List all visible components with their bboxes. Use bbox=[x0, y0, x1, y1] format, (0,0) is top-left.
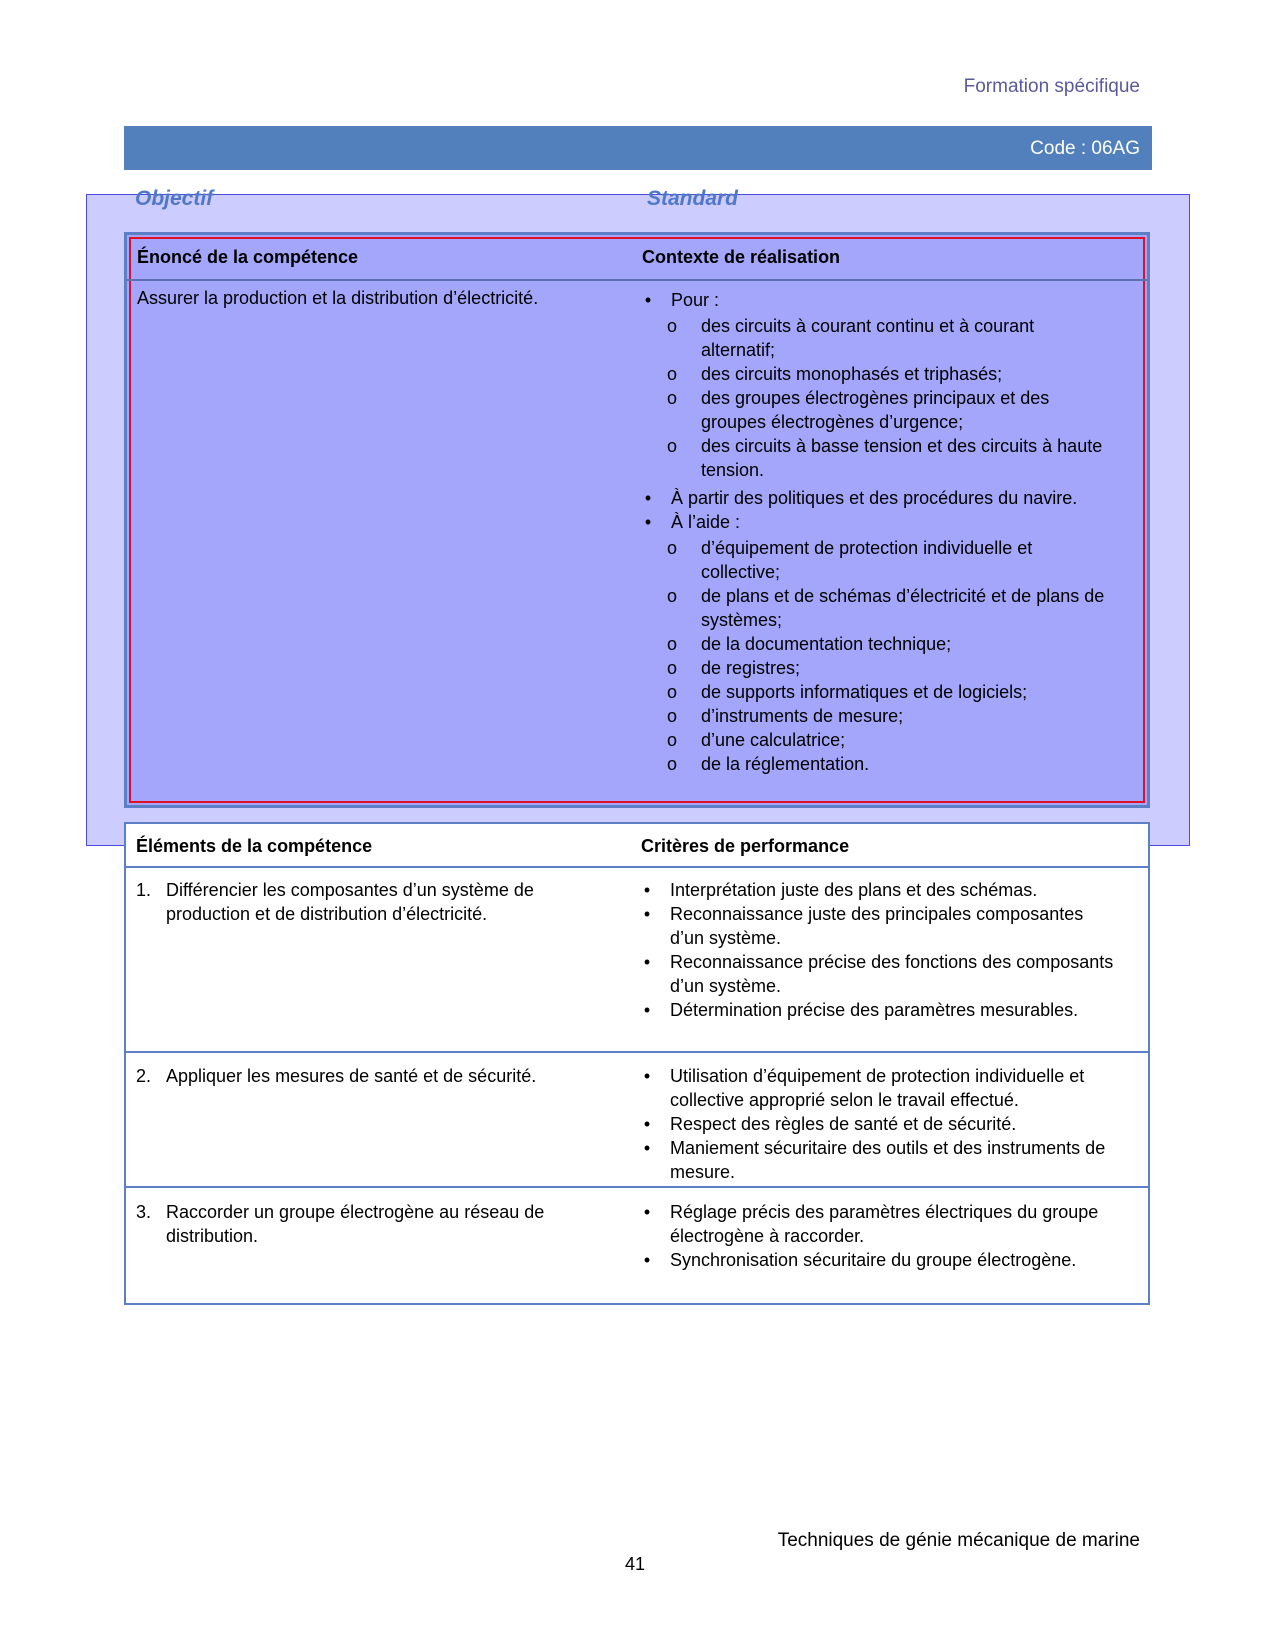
enonce-text: Assurer la production et la distribution d’électricité. bbox=[137, 288, 539, 308]
code-bar bbox=[124, 126, 1152, 170]
contexte-subitem: o d’instruments de mesure; bbox=[666, 706, 904, 726]
critere-item: • Synchronisation sécuritaire du groupe électrogène. bbox=[643, 1250, 1077, 1270]
contexte-subitem: o des groupes électrogènes principaux et des groupes électrogènes d’urgence; bbox=[666, 388, 1050, 432]
element-row-1: 1. Différencier les composantes d’un système de production et de distribution d’électricité. bbox=[136, 880, 534, 924]
header-divider bbox=[127, 279, 1147, 281]
criteres-list-1 bbox=[643, 878, 1120, 1022]
standard-label: Standard bbox=[647, 187, 739, 210]
critere-item: • Utilisation d’équipement de protection individuelle et collective approprié selon le travail effectué. bbox=[643, 1066, 1085, 1110]
document-header-title: Formation spécifique bbox=[963, 76, 1140, 97]
criteres-list-3 bbox=[643, 1200, 1120, 1272]
critere-item: • Respect des règles de santé et de sécurité. bbox=[643, 1114, 1017, 1134]
element-row-2: 2. Appliquer les mesures de santé et de sécurité. bbox=[136, 1066, 537, 1086]
element-row-3: 3. Raccorder un groupe électrogène au réseau de distribution. bbox=[136, 1202, 545, 1246]
contexte-subitem: o de registres; bbox=[666, 658, 801, 678]
enonce-header: Énoncé de la compétence bbox=[137, 247, 359, 267]
contexte-subitem: o des circuits à basse tension et des circuits à haute tension. bbox=[666, 436, 1103, 480]
row-divider bbox=[126, 1051, 1148, 1053]
contexte-item: • À l’aide : bbox=[644, 512, 741, 532]
objectif-label: Objectif bbox=[135, 187, 214, 210]
contexte-subitem: o d’équipement de protection individuelle et collective; bbox=[666, 538, 1033, 582]
critere-item: • Reconnaissance juste des principales composantes d’un système. bbox=[643, 904, 1084, 948]
critere-item: • Détermination précise des paramètres mesurables. bbox=[643, 1000, 1079, 1020]
contexte-item: • À partir des politiques et des procédures du navire. bbox=[644, 488, 1078, 508]
performance-table bbox=[124, 822, 1150, 1305]
contexte-list bbox=[644, 288, 1111, 776]
competence-table bbox=[124, 232, 1150, 808]
critere-item: • Maniement sécuritaire des outils et des instruments de mesure. bbox=[643, 1138, 1106, 1182]
criteres-list-2 bbox=[643, 1064, 1130, 1184]
contexte-subitem: o de supports informatiques et de logiciels; bbox=[666, 682, 1028, 702]
contexte-subitem: o des circuits monophasés et triphasés; bbox=[666, 364, 1003, 384]
contexte-subitem: o de la documentation technique; bbox=[666, 634, 952, 654]
contexte-item: • Pour : bbox=[644, 290, 720, 310]
elements-header: Éléments de la compétence bbox=[136, 836, 373, 856]
contexte-subitem: o des circuits à courant continu et à courant alternatif; bbox=[666, 316, 1035, 360]
row-divider bbox=[126, 1186, 1148, 1188]
critere-item: • Réglage précis des paramètres électriques du groupe électrogène à raccorder. bbox=[643, 1202, 1099, 1246]
contexte-subitem: o de plans et de schémas d’électricité et de plans de systèmes; bbox=[666, 586, 1105, 630]
contexte-subitem: o d’une calculatrice; bbox=[666, 730, 846, 750]
page-number: 41 bbox=[625, 1554, 646, 1574]
row-divider bbox=[126, 866, 1148, 868]
critere-item: • Interprétation juste des plans et des schémas. bbox=[643, 880, 1038, 900]
footer-program-name: Techniques de génie mécanique de marine bbox=[777, 1530, 1140, 1551]
critere-item: • Reconnaissance précise des fonctions des composants d’un système. bbox=[643, 952, 1114, 996]
contexte-header: Contexte de réalisation bbox=[642, 247, 841, 267]
course-code: Code : 06AG bbox=[1030, 138, 1140, 159]
contexte-subitem: o de la réglementation. bbox=[666, 754, 870, 774]
criteres-header: Critères de performance bbox=[641, 836, 850, 856]
